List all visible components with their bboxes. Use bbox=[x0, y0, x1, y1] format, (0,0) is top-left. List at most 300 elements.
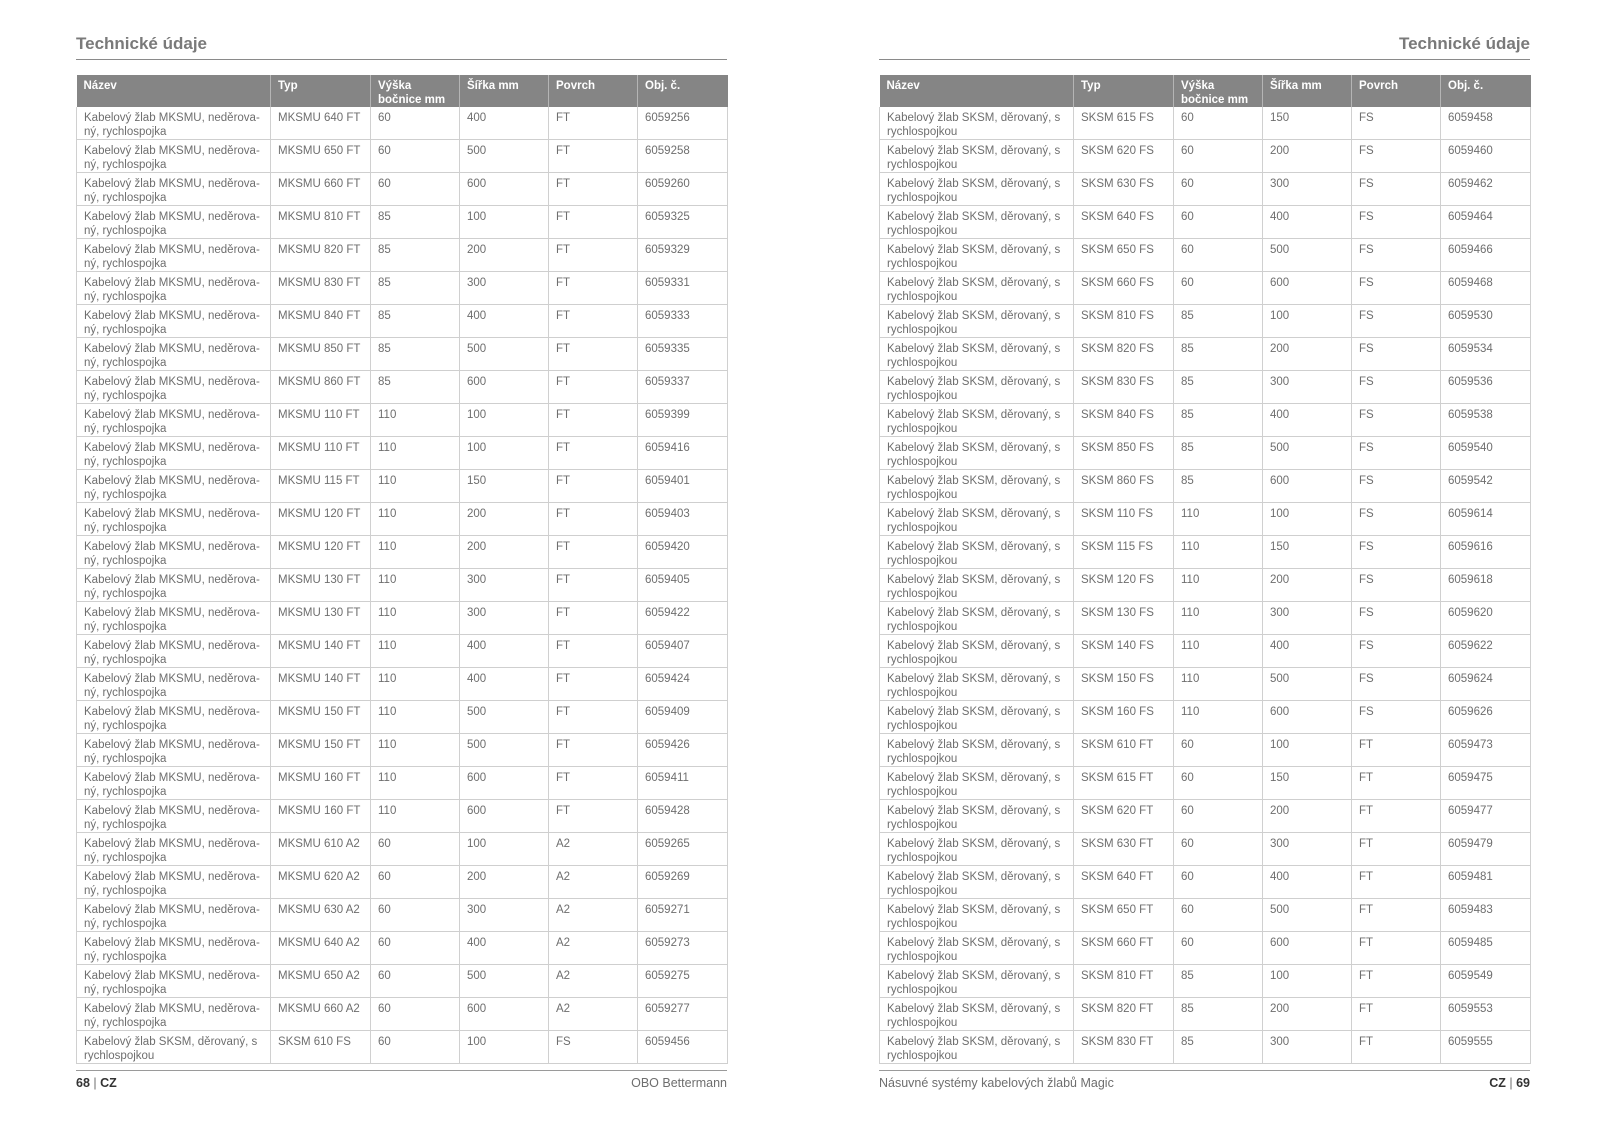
table-row bbox=[880, 932, 1531, 965]
cell-nazev: Kabelový žlab MKSMU, neděrova-ný, rychlospojka bbox=[77, 206, 271, 239]
right-page bbox=[879, 0, 1530, 1131]
cell-nazev: Kabelový žlab MKSMU, neděrova-ný, rychlospojka bbox=[77, 833, 271, 866]
cell-sirka: 600 bbox=[460, 800, 549, 833]
table-row bbox=[77, 833, 728, 866]
cell-sirka: 200 bbox=[1263, 140, 1352, 173]
cell-typ: SKSM 650 FS bbox=[1074, 239, 1174, 272]
cell-sirka: 200 bbox=[1263, 998, 1352, 1031]
cell-typ: MKSMU 840 FT bbox=[271, 305, 371, 338]
header-typ: Typ bbox=[271, 75, 371, 107]
cell-nazev: Kabelový žlab MKSMU, neděrova-ný, rychlospojka bbox=[77, 932, 271, 965]
cell-vyska: 85 bbox=[1174, 1031, 1263, 1064]
cell-typ: SKSM 120 FS bbox=[1074, 569, 1174, 602]
cell-povrch: FT bbox=[549, 668, 638, 701]
cell-nazev: Kabelový žlab SKSM, děrovaný, s rychlospojkou bbox=[880, 602, 1074, 635]
cell-obj-c: 6059401 bbox=[638, 470, 728, 503]
cell-sirka: 600 bbox=[1263, 701, 1352, 734]
cell-obj-c: 6059399 bbox=[638, 404, 728, 437]
table-row bbox=[880, 602, 1531, 635]
cell-nazev: Kabelový žlab SKSM, děrovaný, s rychlospojkou bbox=[880, 866, 1074, 899]
table-row bbox=[880, 701, 1531, 734]
cell-nazev: Kabelový žlab MKSMU, neděrova-ný, rychlospojka bbox=[77, 734, 271, 767]
cell-sirka: 200 bbox=[460, 503, 549, 536]
cell-sirka: 400 bbox=[460, 635, 549, 668]
cell-vyska: 110 bbox=[1174, 602, 1263, 635]
cell-typ: SKSM 150 FS bbox=[1074, 668, 1174, 701]
cell-obj-c: 6059407 bbox=[638, 635, 728, 668]
cell-povrch: FT bbox=[549, 536, 638, 569]
cell-sirka: 200 bbox=[1263, 338, 1352, 371]
cell-sirka: 100 bbox=[460, 1031, 549, 1064]
cell-sirka: 400 bbox=[1263, 206, 1352, 239]
cell-typ: MKSMU 630 A2 bbox=[271, 899, 371, 932]
cell-sirka: 300 bbox=[1263, 1031, 1352, 1064]
cell-nazev: Kabelový žlab MKSMU, neděrova-ný, rychlospojka bbox=[77, 404, 271, 437]
cell-nazev: Kabelový žlab SKSM, děrovaný, s rychlospojkou bbox=[880, 899, 1074, 932]
table-row bbox=[880, 998, 1531, 1031]
cell-povrch: FS bbox=[1352, 470, 1441, 503]
cell-nazev: Kabelový žlab MKSMU, neděrova-ný, rychlospojka bbox=[77, 239, 271, 272]
header-sirka: Šířka mm bbox=[460, 75, 549, 107]
cell-obj-c: 6059622 bbox=[1441, 635, 1531, 668]
cell-vyska: 60 bbox=[371, 998, 460, 1031]
cell-typ: MKSMU 820 FT bbox=[271, 239, 371, 272]
cell-nazev: Kabelový žlab MKSMU, neděrova-ný, rychlospojka bbox=[77, 569, 271, 602]
cell-vyska: 110 bbox=[1174, 503, 1263, 536]
table-row bbox=[880, 503, 1531, 536]
cell-nazev: Kabelový žlab SKSM, děrovaný, s rychlospojkou bbox=[880, 536, 1074, 569]
cell-obj-c: 6059473 bbox=[1441, 734, 1531, 767]
cell-vyska: 60 bbox=[371, 899, 460, 932]
table-row bbox=[77, 338, 728, 371]
table-row bbox=[77, 305, 728, 338]
cell-vyska: 110 bbox=[1174, 569, 1263, 602]
cell-sirka: 600 bbox=[460, 998, 549, 1031]
cell-povrch: FT bbox=[549, 437, 638, 470]
cell-vyska: 110 bbox=[371, 569, 460, 602]
cell-povrch: FT bbox=[1352, 1031, 1441, 1064]
cell-sirka: 300 bbox=[460, 899, 549, 932]
table-row bbox=[880, 173, 1531, 206]
table-row bbox=[880, 833, 1531, 866]
cell-obj-c: 6059530 bbox=[1441, 305, 1531, 338]
cell-povrch: FT bbox=[549, 371, 638, 404]
cell-nazev: Kabelový žlab SKSM, děrovaný, s rychlospojkou bbox=[880, 140, 1074, 173]
cell-typ: SKSM 140 FS bbox=[1074, 635, 1174, 668]
cell-obj-c: 6059269 bbox=[638, 866, 728, 899]
cell-typ: SKSM 830 FT bbox=[1074, 1031, 1174, 1064]
cell-obj-c: 6059542 bbox=[1441, 470, 1531, 503]
cell-obj-c: 6059464 bbox=[1441, 206, 1531, 239]
cell-typ: MKSMU 650 FT bbox=[271, 140, 371, 173]
cell-sirka: 200 bbox=[1263, 800, 1352, 833]
page-title: Technické údaje bbox=[76, 34, 208, 53]
cell-nazev: Kabelový žlab SKSM, děrovaný, s rychlospojkou bbox=[77, 1031, 271, 1064]
cell-typ: SKSM 850 FS bbox=[1074, 437, 1174, 470]
cell-nazev: Kabelový žlab SKSM, děrovaný, s rychlospojkou bbox=[880, 998, 1074, 1031]
cell-nazev: Kabelový žlab SKSM, děrovaný, s rychlospojkou bbox=[880, 767, 1074, 800]
table-row bbox=[77, 998, 728, 1031]
cell-sirka: 100 bbox=[1263, 503, 1352, 536]
cell-vyska: 85 bbox=[371, 305, 460, 338]
cell-typ: MKSMU 115 FT bbox=[271, 470, 371, 503]
cell-povrch: FS bbox=[1352, 536, 1441, 569]
cell-povrch: FT bbox=[549, 404, 638, 437]
cell-obj-c: 6059331 bbox=[638, 272, 728, 305]
cell-sirka: 600 bbox=[460, 371, 549, 404]
cell-sirka: 100 bbox=[460, 833, 549, 866]
cell-vyska: 60 bbox=[371, 1031, 460, 1064]
cell-nazev: Kabelový žlab SKSM, děrovaný, s rychlospojkou bbox=[880, 701, 1074, 734]
cell-obj-c: 6059479 bbox=[1441, 833, 1531, 866]
cell-sirka: 500 bbox=[1263, 239, 1352, 272]
cell-typ: SKSM 860 FS bbox=[1074, 470, 1174, 503]
cell-povrch: FT bbox=[549, 767, 638, 800]
cell-typ: MKSMU 660 FT bbox=[271, 173, 371, 206]
table-row bbox=[77, 140, 728, 173]
table-row bbox=[880, 470, 1531, 503]
cell-obj-c: 6059483 bbox=[1441, 899, 1531, 932]
cell-typ: SKSM 640 FS bbox=[1074, 206, 1174, 239]
cell-nazev: Kabelový žlab MKSMU, neděrova-ný, rychlospojka bbox=[77, 503, 271, 536]
cell-sirka: 100 bbox=[460, 206, 549, 239]
cell-vyska: 85 bbox=[1174, 965, 1263, 998]
cell-vyska: 85 bbox=[371, 338, 460, 371]
cell-sirka: 500 bbox=[460, 965, 549, 998]
cell-povrch: FS bbox=[1352, 569, 1441, 602]
cell-vyska: 110 bbox=[371, 635, 460, 668]
cell-sirka: 100 bbox=[460, 404, 549, 437]
cell-obj-c: 6059549 bbox=[1441, 965, 1531, 998]
cell-povrch: FT bbox=[549, 206, 638, 239]
cell-nazev: Kabelový žlab MKSMU, neděrova-ný, rychlospojka bbox=[77, 305, 271, 338]
cell-obj-c: 6059536 bbox=[1441, 371, 1531, 404]
cell-typ: MKSMU 640 FT bbox=[271, 107, 371, 140]
table-row bbox=[77, 1031, 728, 1064]
cell-obj-c: 6059475 bbox=[1441, 767, 1531, 800]
cell-vyska: 110 bbox=[1174, 536, 1263, 569]
table-row bbox=[77, 503, 728, 536]
cell-sirka: 500 bbox=[460, 140, 549, 173]
table-row bbox=[77, 767, 728, 800]
cell-obj-c: 6059265 bbox=[638, 833, 728, 866]
cell-povrch: FS bbox=[1352, 206, 1441, 239]
table-row bbox=[77, 932, 728, 965]
cell-typ: SKSM 160 FS bbox=[1074, 701, 1174, 734]
cell-sirka: 500 bbox=[1263, 437, 1352, 470]
cell-typ: MKSMU 110 FT bbox=[271, 404, 371, 437]
cell-obj-c: 6059428 bbox=[638, 800, 728, 833]
cell-nazev: Kabelový žlab MKSMU, neděrova-ný, rychlospojka bbox=[77, 602, 271, 635]
cell-vyska: 110 bbox=[371, 800, 460, 833]
cell-povrch: A2 bbox=[549, 833, 638, 866]
cell-typ: MKSMU 130 FT bbox=[271, 569, 371, 602]
cell-nazev: Kabelový žlab MKSMU, neděrova-ný, rychlospojka bbox=[77, 965, 271, 998]
cell-obj-c: 6059424 bbox=[638, 668, 728, 701]
table-row bbox=[77, 470, 728, 503]
cell-povrch: FT bbox=[549, 470, 638, 503]
cell-typ: MKSMU 120 FT bbox=[271, 503, 371, 536]
cell-sirka: 400 bbox=[1263, 404, 1352, 437]
cell-typ: SKSM 610 FS bbox=[271, 1031, 371, 1064]
cell-typ: SKSM 610 FT bbox=[1074, 734, 1174, 767]
cell-obj-c: 6059626 bbox=[1441, 701, 1531, 734]
cell-povrch: FS bbox=[1352, 272, 1441, 305]
cell-sirka: 600 bbox=[460, 173, 549, 206]
cell-nazev: Kabelový žlab MKSMU, neděrova-ný, rychlospojka bbox=[77, 899, 271, 932]
cell-typ: SKSM 650 FT bbox=[1074, 899, 1174, 932]
footer-description: Násuvné systémy kabelových žlabů Magic bbox=[879, 1076, 1114, 1090]
cell-povrch: A2 bbox=[549, 932, 638, 965]
header-obj-c: Obj. č. bbox=[1441, 75, 1531, 107]
cell-sirka: 300 bbox=[460, 569, 549, 602]
cell-vyska: 60 bbox=[371, 140, 460, 173]
cell-obj-c: 6059555 bbox=[1441, 1031, 1531, 1064]
table-row bbox=[880, 206, 1531, 239]
cell-obj-c: 6059337 bbox=[638, 371, 728, 404]
cell-vyska: 60 bbox=[371, 833, 460, 866]
cell-obj-c: 6059468 bbox=[1441, 272, 1531, 305]
cell-vyska: 110 bbox=[371, 404, 460, 437]
cell-vyska: 85 bbox=[1174, 437, 1263, 470]
cell-nazev: Kabelový žlab SKSM, děrovaný, s rychlospojkou bbox=[880, 404, 1074, 437]
title-divider bbox=[879, 59, 1530, 60]
cell-sirka: 100 bbox=[460, 437, 549, 470]
cell-typ: SKSM 130 FS bbox=[1074, 602, 1174, 635]
cell-nazev: Kabelový žlab SKSM, děrovaný, s rychlospojkou bbox=[880, 734, 1074, 767]
cell-sirka: 400 bbox=[460, 305, 549, 338]
cell-vyska: 85 bbox=[1174, 338, 1263, 371]
cell-povrch: FS bbox=[1352, 239, 1441, 272]
cell-vyska: 60 bbox=[1174, 239, 1263, 272]
cell-sirka: 200 bbox=[460, 239, 549, 272]
header-obj-c: Obj. č. bbox=[638, 75, 728, 107]
table-row bbox=[880, 536, 1531, 569]
cell-vyska: 85 bbox=[1174, 305, 1263, 338]
table-row bbox=[77, 173, 728, 206]
cell-povrch: FT bbox=[549, 305, 638, 338]
cell-vyska: 110 bbox=[1174, 701, 1263, 734]
cell-typ: MKSMU 140 FT bbox=[271, 668, 371, 701]
cell-vyska: 60 bbox=[1174, 734, 1263, 767]
cell-obj-c: 6059275 bbox=[638, 965, 728, 998]
cell-povrch: A2 bbox=[549, 965, 638, 998]
cell-sirka: 150 bbox=[1263, 536, 1352, 569]
cell-sirka: 200 bbox=[460, 536, 549, 569]
cell-nazev: Kabelový žlab SKSM, děrovaný, s rychlospojkou bbox=[880, 932, 1074, 965]
table-row bbox=[77, 635, 728, 668]
table-row bbox=[880, 866, 1531, 899]
cell-povrch: FS bbox=[1352, 503, 1441, 536]
cell-nazev: Kabelový žlab MKSMU, neděrova-ný, rychlospojka bbox=[77, 767, 271, 800]
header-vyska: Výška bočnice mm bbox=[371, 75, 460, 107]
cell-sirka: 300 bbox=[460, 272, 549, 305]
header-typ: Typ bbox=[1074, 75, 1174, 107]
cell-obj-c: 6059420 bbox=[638, 536, 728, 569]
cell-sirka: 300 bbox=[1263, 833, 1352, 866]
cell-sirka: 400 bbox=[1263, 635, 1352, 668]
cell-nazev: Kabelový žlab MKSMU, neděrova-ný, rychlospojka bbox=[77, 173, 271, 206]
cell-povrch: FS bbox=[1352, 305, 1441, 338]
cell-povrch: FT bbox=[549, 569, 638, 602]
table-row bbox=[880, 569, 1531, 602]
cell-povrch: FT bbox=[549, 800, 638, 833]
cell-obj-c: 6059273 bbox=[638, 932, 728, 965]
cell-typ: SKSM 615 FS bbox=[1074, 107, 1174, 140]
cell-sirka: 500 bbox=[1263, 899, 1352, 932]
header-nazev: Název bbox=[880, 75, 1074, 107]
cell-typ: MKSMU 810 FT bbox=[271, 206, 371, 239]
cell-obj-c: 6059458 bbox=[1441, 107, 1531, 140]
cell-povrch: FS bbox=[1352, 338, 1441, 371]
cell-obj-c: 6059460 bbox=[1441, 140, 1531, 173]
cell-typ: MKSMU 110 FT bbox=[271, 437, 371, 470]
footer-divider bbox=[76, 1070, 727, 1071]
table-row bbox=[880, 965, 1531, 998]
cell-sirka: 100 bbox=[1263, 305, 1352, 338]
cell-povrch: FT bbox=[1352, 800, 1441, 833]
table-row bbox=[77, 668, 728, 701]
cell-nazev: Kabelový žlab MKSMU, neděrova-ný, rychlospojka bbox=[77, 338, 271, 371]
table-row bbox=[77, 107, 728, 140]
cell-vyska: 60 bbox=[1174, 107, 1263, 140]
cell-obj-c: 6059616 bbox=[1441, 536, 1531, 569]
cell-nazev: Kabelový žlab SKSM, děrovaný, s rychlospojkou bbox=[880, 470, 1074, 503]
cell-povrch: FT bbox=[549, 239, 638, 272]
cell-obj-c: 6059256 bbox=[638, 107, 728, 140]
cell-sirka: 400 bbox=[1263, 866, 1352, 899]
cell-vyska: 110 bbox=[371, 767, 460, 800]
footer-brand: OBO Bettermann bbox=[631, 1076, 727, 1090]
cell-povrch: FT bbox=[549, 635, 638, 668]
cell-povrch: FS bbox=[1352, 404, 1441, 437]
cell-obj-c: 6059553 bbox=[1441, 998, 1531, 1031]
cell-povrch: FS bbox=[1352, 107, 1441, 140]
cell-vyska: 110 bbox=[371, 437, 460, 470]
table-row bbox=[77, 965, 728, 998]
cell-vyska: 85 bbox=[1174, 470, 1263, 503]
table-row bbox=[880, 338, 1531, 371]
table-row bbox=[880, 899, 1531, 932]
cell-povrch: FT bbox=[1352, 965, 1441, 998]
cell-vyska: 85 bbox=[1174, 404, 1263, 437]
table-row bbox=[77, 569, 728, 602]
cell-sirka: 200 bbox=[460, 866, 549, 899]
cell-typ: MKSMU 610 A2 bbox=[271, 833, 371, 866]
cell-nazev: Kabelový žlab SKSM, děrovaný, s rychlospojkou bbox=[880, 668, 1074, 701]
table-row bbox=[77, 866, 728, 899]
header-vyska: Výška bočnice mm bbox=[1174, 75, 1263, 107]
cell-povrch: A2 bbox=[549, 998, 638, 1031]
cell-nazev: Kabelový žlab SKSM, děrovaný, s rychlospojkou bbox=[880, 305, 1074, 338]
cell-nazev: Kabelový žlab MKSMU, neděrova-ný, rychlospojka bbox=[77, 701, 271, 734]
cell-obj-c: 6059624 bbox=[1441, 668, 1531, 701]
cell-obj-c: 6059325 bbox=[638, 206, 728, 239]
table-row bbox=[880, 404, 1531, 437]
header-povrch: Povrch bbox=[549, 75, 638, 107]
cell-obj-c: 6059405 bbox=[638, 569, 728, 602]
cell-povrch: FS bbox=[1352, 701, 1441, 734]
cell-nazev: Kabelový žlab MKSMU, neděrova-ný, rychlospojka bbox=[77, 371, 271, 404]
cell-sirka: 400 bbox=[460, 107, 549, 140]
product-table-right bbox=[879, 75, 1531, 1064]
cell-sirka: 400 bbox=[460, 668, 549, 701]
cell-obj-c: 6059416 bbox=[638, 437, 728, 470]
cell-vyska: 60 bbox=[1174, 140, 1263, 173]
product-table-left bbox=[76, 75, 728, 1064]
cell-nazev: Kabelový žlab MKSMU, neděrova-ný, rychlospojka bbox=[77, 866, 271, 899]
cell-obj-c: 6059462 bbox=[1441, 173, 1531, 206]
table-row bbox=[880, 305, 1531, 338]
left-page bbox=[76, 0, 727, 1131]
table-header-row bbox=[880, 75, 1531, 107]
cell-nazev: Kabelový žlab SKSM, děrovaný, s rychlospojkou bbox=[880, 173, 1074, 206]
cell-typ: MKSMU 150 FT bbox=[271, 734, 371, 767]
table-row bbox=[880, 1031, 1531, 1064]
cell-vyska: 60 bbox=[1174, 866, 1263, 899]
cell-obj-c: 6059620 bbox=[1441, 602, 1531, 635]
cell-vyska: 85 bbox=[371, 206, 460, 239]
cell-povrch: FS bbox=[1352, 635, 1441, 668]
table-row bbox=[880, 635, 1531, 668]
cell-povrch: FT bbox=[549, 734, 638, 767]
table-row bbox=[77, 239, 728, 272]
cell-typ: MKSMU 130 FT bbox=[271, 602, 371, 635]
page-title: Technické údaje bbox=[1398, 34, 1530, 53]
cell-typ: MKSMU 830 FT bbox=[271, 272, 371, 305]
cell-typ: MKSMU 620 A2 bbox=[271, 866, 371, 899]
table-row bbox=[880, 800, 1531, 833]
cell-vyska: 60 bbox=[1174, 899, 1263, 932]
cell-vyska: 60 bbox=[371, 932, 460, 965]
cell-sirka: 500 bbox=[460, 701, 549, 734]
cell-sirka: 300 bbox=[1263, 371, 1352, 404]
header-povrch: Povrch bbox=[1352, 75, 1441, 107]
cell-typ: MKSMU 120 FT bbox=[271, 536, 371, 569]
cell-povrch: FS bbox=[1352, 437, 1441, 470]
cell-typ: SKSM 630 FT bbox=[1074, 833, 1174, 866]
cell-vyska: 110 bbox=[371, 701, 460, 734]
cell-sirka: 600 bbox=[1263, 272, 1352, 305]
cell-povrch: FT bbox=[549, 338, 638, 371]
cell-vyska: 110 bbox=[371, 602, 460, 635]
cell-nazev: Kabelový žlab SKSM, děrovaný, s rychlospojkou bbox=[880, 833, 1074, 866]
cell-nazev: Kabelový žlab SKSM, děrovaný, s rychlospojkou bbox=[880, 437, 1074, 470]
cell-sirka: 150 bbox=[1263, 767, 1352, 800]
cell-nazev: Kabelový žlab SKSM, děrovaný, s rychlospojkou bbox=[880, 569, 1074, 602]
cell-sirka: 600 bbox=[1263, 932, 1352, 965]
title-divider bbox=[76, 59, 727, 60]
cell-povrch: FT bbox=[549, 140, 638, 173]
cell-typ: MKSMU 650 A2 bbox=[271, 965, 371, 998]
cell-vyska: 60 bbox=[1174, 833, 1263, 866]
cell-obj-c: 6059329 bbox=[638, 239, 728, 272]
cell-obj-c: 6059534 bbox=[1441, 338, 1531, 371]
cell-vyska: 85 bbox=[1174, 998, 1263, 1031]
cell-obj-c: 6059466 bbox=[1441, 239, 1531, 272]
cell-povrch: FT bbox=[549, 107, 638, 140]
cell-obj-c: 6059271 bbox=[638, 899, 728, 932]
table-row bbox=[77, 701, 728, 734]
cell-sirka: 300 bbox=[460, 602, 549, 635]
cell-obj-c: 6059618 bbox=[1441, 569, 1531, 602]
cell-typ: MKSMU 660 A2 bbox=[271, 998, 371, 1031]
cell-obj-c: 6059422 bbox=[638, 602, 728, 635]
cell-povrch: FT bbox=[1352, 734, 1441, 767]
cell-vyska: 110 bbox=[1174, 668, 1263, 701]
cell-povrch: FT bbox=[549, 272, 638, 305]
cell-obj-c: 6059403 bbox=[638, 503, 728, 536]
